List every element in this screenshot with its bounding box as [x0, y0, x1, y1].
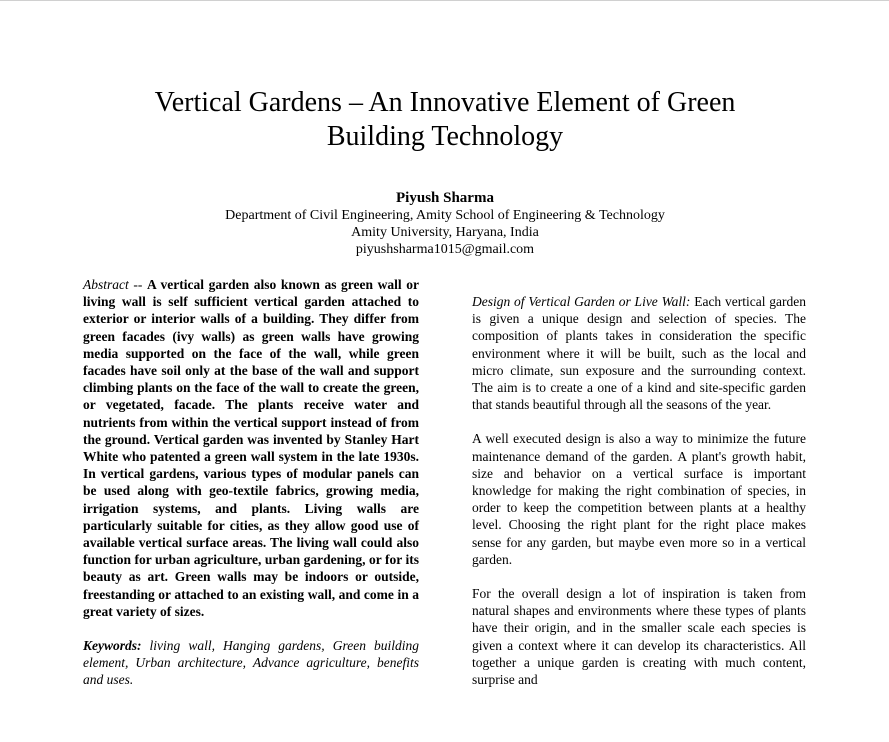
inspiration-paragraph: For the overall design a lot of inspiration is taken from natural shapes and environments where these types of plants have their origin, and in the smaller scale each species is given a context where it can develop its characteristics. All together a unique garden is creating with much content, surprise and: [472, 586, 806, 688]
design-text: Each vertical garden is given a unique design and selection of species. The composition of plants takes in consideration the specific environment where it will be built, such as the local and micro climate, sun exposure and the surrounding context. The aim is to create a one of a kind and site-specific garden that stands beautiful through all the seasons of the year.: [472, 294, 807, 413]
title-line-1: Vertical Gardens – An Innovative Element of Green: [154, 87, 736, 118]
title-line-2: Building Technology: [326, 121, 564, 152]
design-paragraph: [472, 293, 806, 413]
maintenance-paragraph: A well executed design is also a way to minimize the future maintenance demand of the garden. A plant's growth habit, size and behavior on a vertical surface is important knowledge for making the right combination of species, in order to keep the competition between plants at a healthy level. Choosing the right plant for the right place makes sense for any garden, but maybe even more so in a vertical garden.: [472, 431, 806, 567]
paper-title: [60, 86, 830, 154]
keywords-text: living wall, Hanging gardens, Green building element, Urban architecture, Advance agriculture, benefits and uses.: [83, 638, 419, 688]
author-university: Amity University, Haryana, India: [351, 225, 539, 240]
page-top-border: [0, 0, 889, 1]
author-name: Piyush Sharma: [396, 190, 494, 206]
abstract-text: A vertical garden also known as green wall or living wall is self sufficient vertical garden attached to exterior or interior walls of a building. They differ from green facades (ivy walls) as green walls have growing media supported on the face of the wall, while green facades have soil only at the base of the wall and support climbing plants on the face of the wall to create the green, or vegetated, facade. The plants receive water and nutrients from within the vertical support instead of from the ground. Vertical garden was invented by Stanley Hart White who patented a green wall system in the late 1930s. In vertical gardens, various types of modular panels can be used along with geo-textile fabrics, growing media, irrigation systems, and plants. Living walls are particularly suitable for cities, as they allow good use of available vertical surface areas. The living wall could also function for urban agriculture, urban gardening, or for its beauty as art. Green walls may be indoors or outside, freestanding or attached to an existing wall, and come in a great variety of sizes.: [83, 277, 419, 619]
abstract-label: Abstract --: [83, 277, 143, 292]
author-email: piyushsharma1015@gmail.com: [355, 242, 535, 257]
right-column: [472, 293, 806, 688]
left-column: [83, 276, 419, 689]
author-block: [100, 190, 790, 258]
keywords-paragraph: [83, 637, 419, 689]
keywords-label: Keywords:: [83, 638, 142, 654]
design-heading: Design of Vertical Garden or Live Wall:: [472, 294, 691, 309]
abstract-paragraph: [83, 276, 419, 620]
author-department: Department of Civil Engineering, Amity School of Engineering & Technology: [225, 208, 665, 223]
